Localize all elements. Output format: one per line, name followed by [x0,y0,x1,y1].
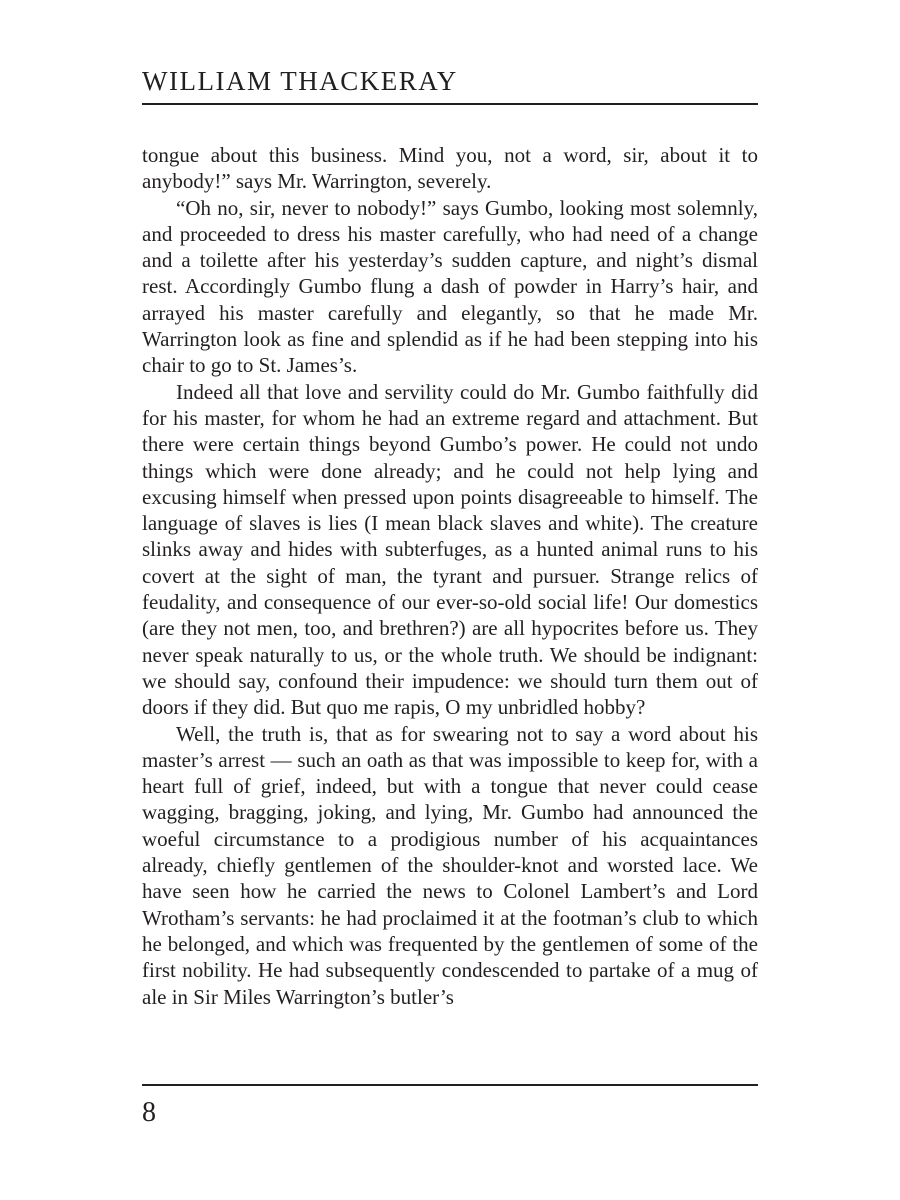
paragraph: Well, the truth is, that as for swearing not to say a word about his master’s arrest — such an oath as that was impossible to keep for, with a heart full of grief, indeed, but with a tongue that never could cease wagging, bragging, joking, and lying, Mr. Gumbo had announced the woeful circumstance to a prodigious number of his acquaintances already, chiefly gentlemen of the shoulder-knot and worsted lace. We have seen how he carried the news to Colonel Lambert’s and Lord Wrotham’s servants: he had proclaimed it at the footman’s club to which he belonged, and which was frequented by the gentlemen of some of the first nobility. He had subsequently condescended to partake of a mug of ale in Sir Miles Warrington’s butler’s [142,721,758,1009]
header-rule [142,103,758,105]
footer-rule [142,1084,758,1086]
paragraph: tongue about this business. Mind you, not a word, sir, about it to anybody!” says Mr. Warrington, severely. [142,143,758,194]
body-text [142,142,758,1010]
running-head: WILLIAM THACKERAY [142,66,458,96]
page-number: 8 [142,1097,156,1128]
paragraph: “Oh no, sir, never to nobody!” says Gumbo, looking most solemnly, and proceeded to dress his master carefully, who had need of a change and a toilette after his yesterday’s sudden capture, and night’s dismal rest. Accordingly Gumbo flung a dash of powder in Harry’s hair, and arrayed his master carefully and elegantly, so that he made Mr. Warrington look as fine and splendid as if he had been stepping into his chair to go to St. James’s. [142,195,758,378]
paragraph: Indeed all that love and servility could do Mr. Gumbo faithfully did for his master, for whom he had an extreme regard and attachment. But there were certain things beyond Gumbo’s power. He could not undo things which were done already; and he could not help lying and excusing himself when pressed upon points disagreeable to himself. The language of slaves is lies (I mean black slaves and white). The creature slinks away and hides with subterfuges, as a hunted animal runs to his covert at the sight of man, the tyrant and pursuer. Strange relics of feudality, and consequence of our ever-so-old social life! Our domestics (are they not men, too, and brethren?) are all hypocrites before us. They never speak naturally to us, or the whole truth. We should be indignant: we should say, confound their impudence: we should turn them out of doors if they did. But quo me rapis, O my unbridled hobby? [142,379,758,720]
